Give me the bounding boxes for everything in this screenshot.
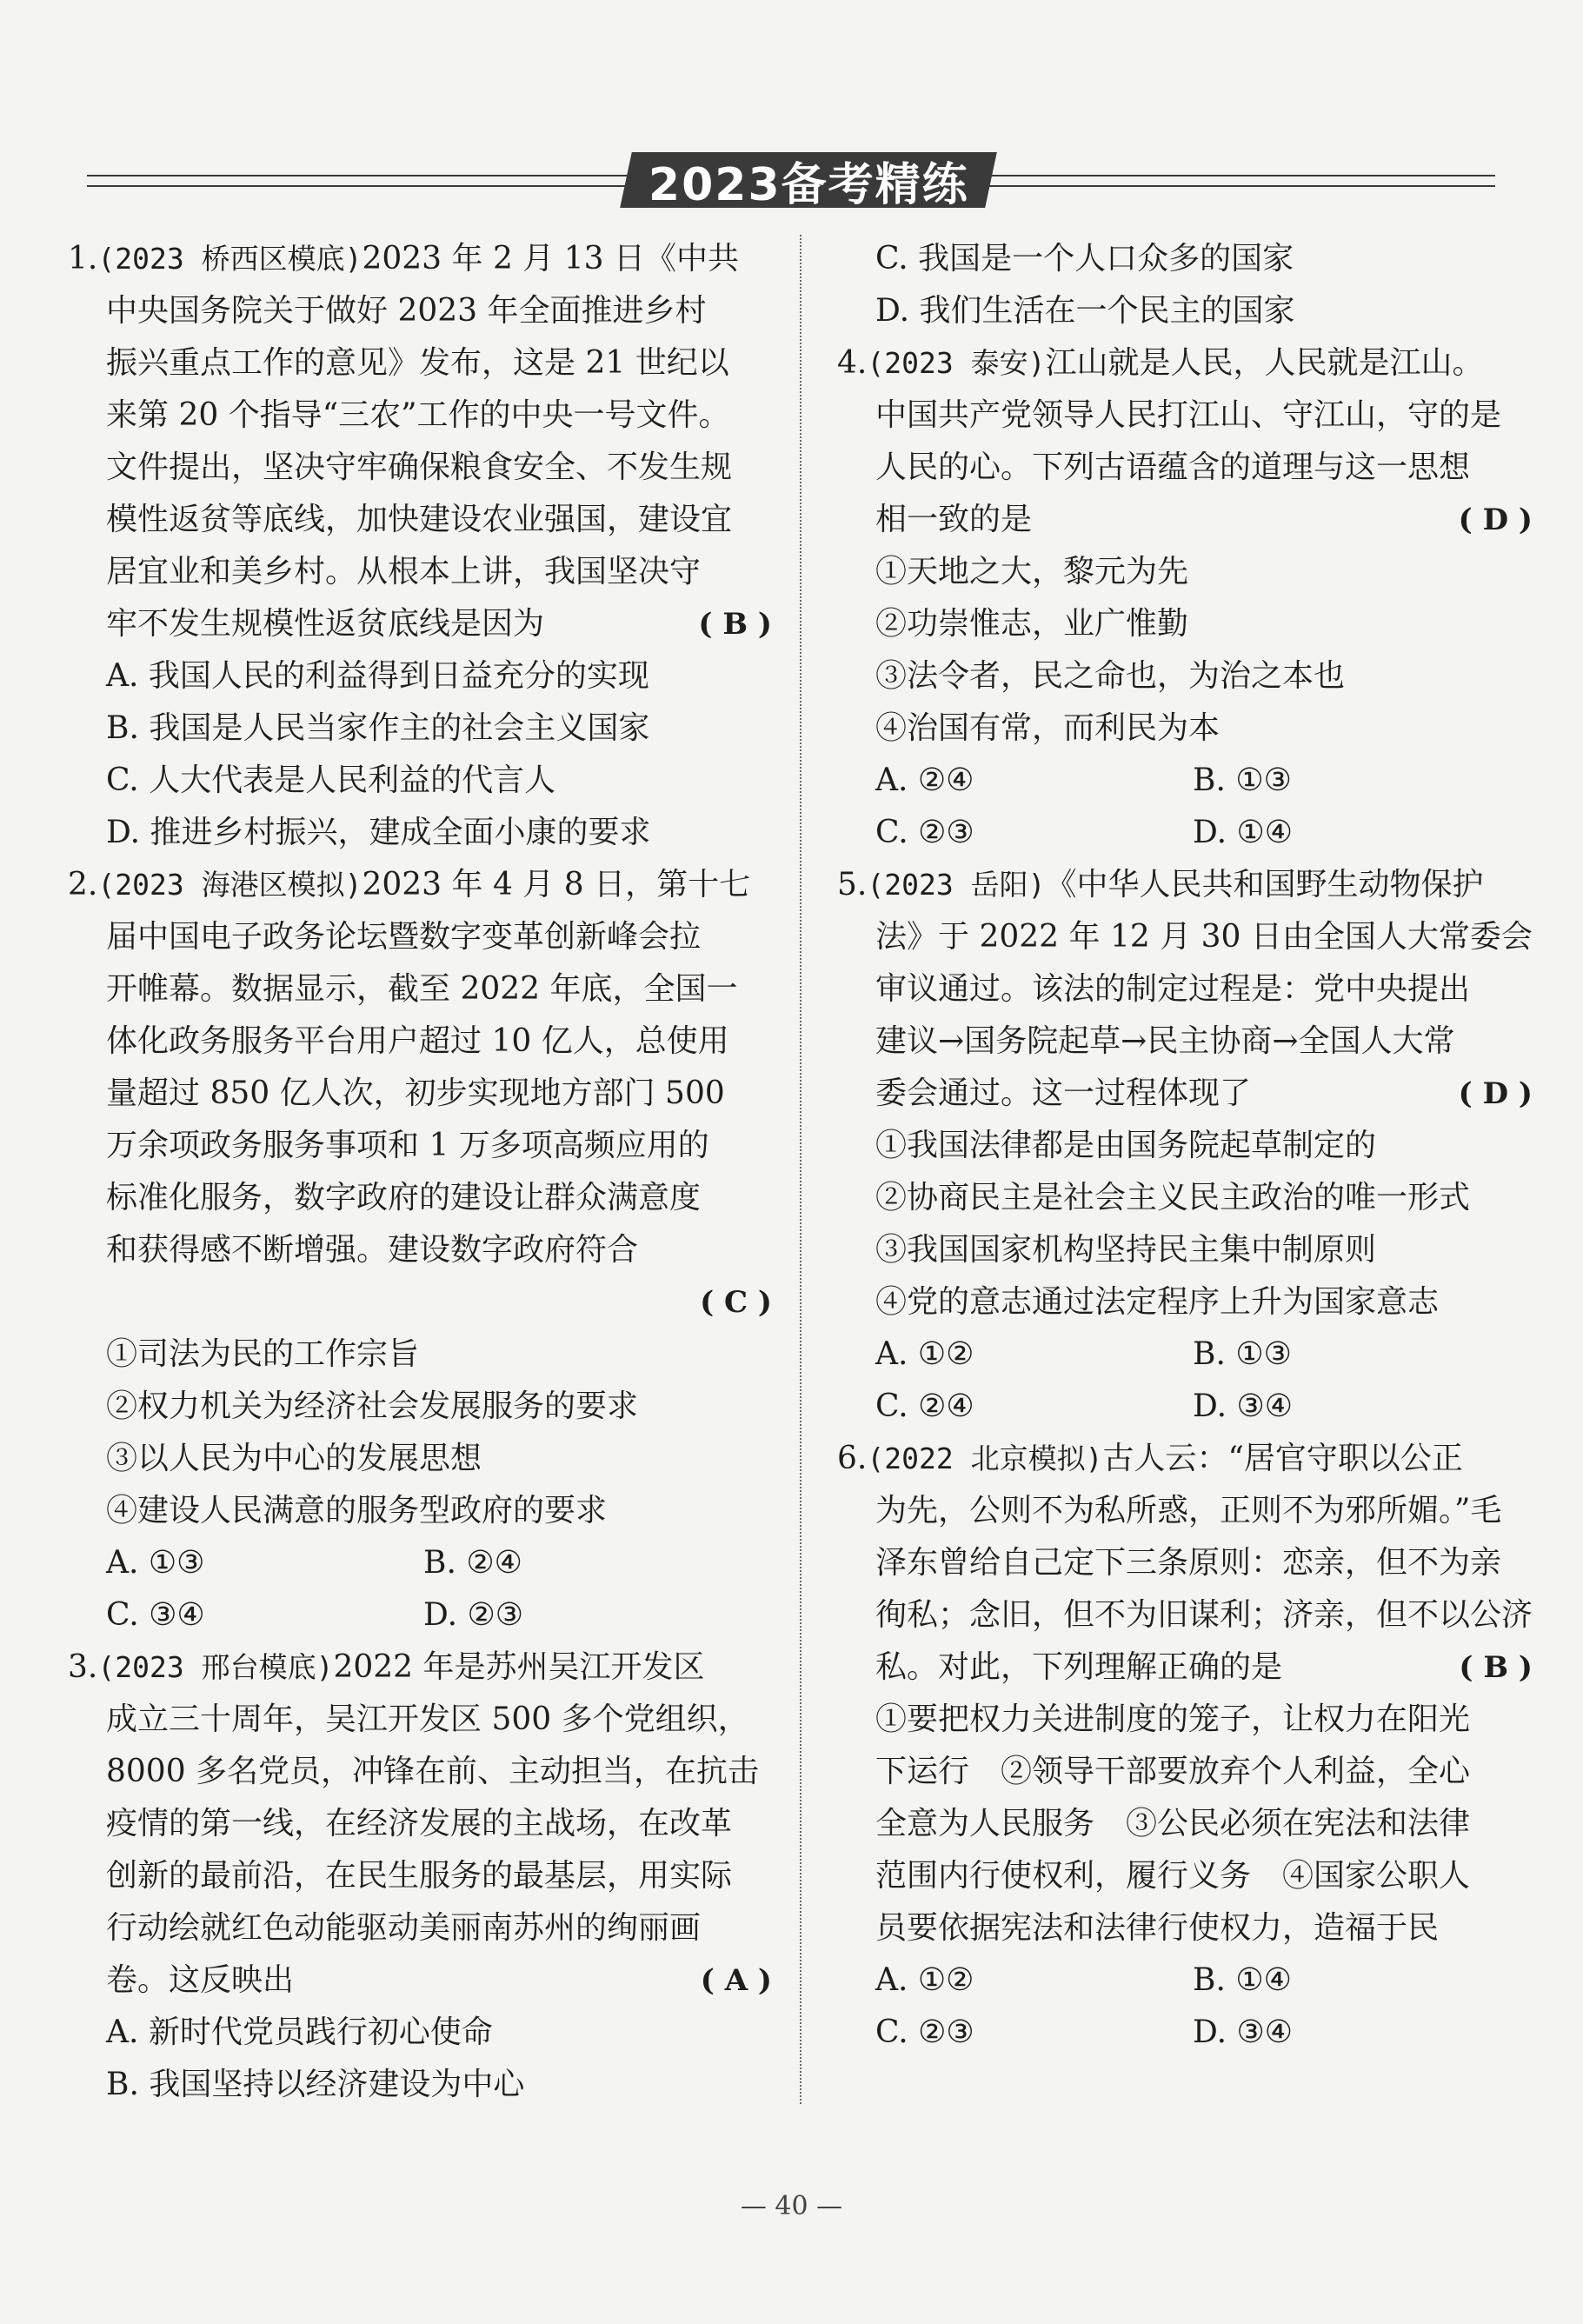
page-number: — 40 — [740,2191,843,2221]
question-text-line: 行动绘就红色动能驱动美丽南苏州的绚丽画 [106,1910,702,1946]
question-text: 委会通过。这一过程体现了 [875,1075,1252,1111]
choice-c: C. ②③ [875,815,974,850]
choice-d: D. ③④ [1193,1388,1294,1424]
question-text-line: 万余项政务服务事项和 1 万多项高频应用的 [106,1128,709,1163]
question-stem-line [837,1641,1533,1694]
question-3 [68,1641,772,2111]
question-number: 3. [68,1649,98,1685]
statement-line: 全意为人民服务 ③公民必须在宪法和法律 [875,1806,1471,1841]
choice-a: A. ②④ [875,762,974,798]
question-text: 私。对此，下列理解正确的是 [875,1649,1283,1685]
question-text-line: 法》于 2022 年 12 月 30 日由全国人大常委会 [875,919,1533,955]
option-line: D. 推进乡村振兴，建成全面小康的要求 [106,815,651,850]
question-4 [837,337,1533,859]
question-text-line: 居宜业和美乡村。从根本上讲，我国坚决守 [106,554,702,589]
question-text-line: 标准化服务，数字政府的建设让群众满意度 [106,1180,702,1215]
choice-c: C. ②④ [875,1388,974,1424]
left-column [68,233,772,2111]
question-number: 5. [837,867,868,902]
question-1 [68,233,772,859]
choice-row [837,1954,1533,2007]
answer-mark: ( C ) [700,1285,772,1320]
question-2-first-line [68,859,772,911]
choice-row [837,807,1533,859]
question-6-first-line [837,1433,1533,1485]
question-text-line: 文件提出，坚决守牢确保粮食安全、不发生规 [106,449,733,485]
column-divider [800,235,801,2104]
question-source: (2023 泰安) [867,346,1046,380]
question-number: 6. [837,1441,868,1476]
question-4-first-line [837,337,1533,390]
question-5 [837,859,1533,1433]
question-text-line: 人民的心。下列古语蕴含的道理与这一思想 [875,449,1471,485]
option-line: A. 我国人民的利益得到日益充分的实现 [106,658,649,694]
answer-mark: ( B ) [1459,1650,1533,1685]
choice-b: B. ①④ [1193,1962,1292,1998]
answer-mark: ( B ) [698,607,772,642]
question-stem-line [837,494,1533,546]
question-text: 卷。这反映出 [106,1962,295,1998]
question-2 [68,859,772,1641]
choice-d: D. ③④ [1193,2014,1294,2050]
question-text-line: 中央国务院关于做好 2023 年全面推进乡村 [106,293,707,329]
question-text-line: 建议→国务院起草→民主协商→全国人大常 [875,1023,1455,1059]
question-text: 牢不发生规模性返贫底线是因为 [106,606,545,642]
question-text-line: 成立三十周年，吴江开发区 500 多个党组织， [106,1701,749,1737]
question-text-line: 量超过 850 亿人次，初步实现地方部门 500 [106,1075,725,1111]
question-source: (2023 桥西区模底) [97,242,362,276]
option-line: C. 人大代表是人民利益的代言人 [106,762,556,798]
statement-line: ③以人民为中心的发展思想 [106,1441,482,1476]
option-line: C. 我国是一个人口众多的国家 [875,241,1294,276]
question-text-line: 疫情的第一线，在经济发展的主战场，在改革 [106,1806,733,1841]
question-text: 古人云：“居官守职以公正 [1102,1441,1463,1476]
question-text-line: 模性返贫等底线，加快建设农业强国，建设宜 [106,502,733,537]
question-text-line: 创新的最前沿，在民生服务的最基层，用实际 [106,1858,733,1894]
header-banner [620,152,997,211]
question-text-line: 中国共产党领导人民打江山、守江山，守的是 [875,397,1502,433]
option-line: B. 我国是人民当家作主的社会主义国家 [106,710,650,746]
question-3-first-line [68,1641,772,1694]
statement-line: ①司法为民的工作宗旨 [106,1336,420,1372]
statement-line: 范围内行使权利，履行义务 ④国家公职人 [875,1858,1471,1894]
statement-line: ①我国法律都是由国务院起草制定的 [875,1128,1377,1163]
choice-c: C. ③④ [106,1597,205,1633]
question-5-first-line [837,859,1533,911]
choice-row [68,1537,772,1589]
option-line: A. 新时代党员践行初心使命 [106,2014,493,2050]
choice-row [837,1381,1533,1433]
statement-line: ④党的意志通过法定程序上升为国家意志 [875,1284,1440,1320]
header-rule-left [87,175,635,187]
choice-b: B. ②④ [423,1545,522,1581]
statement-line: ①要把权力关进制度的笼子，让权力在阳光 [875,1701,1471,1737]
question-text: 2023 年 4 月 8 日，第十七 [362,867,751,902]
answer-mark: ( A ) [700,1963,772,1998]
question-text-line: 和获得感不断增强。建设数字政府符合 [106,1232,639,1268]
statement-line: 下运行 ②领导干部要放弃个人利益，全心 [875,1754,1471,1789]
question-text-line: 开帷幕。数据显示，截至 2022 年底，全国一 [106,971,738,1007]
question-source: (2023 岳阳) [867,868,1046,902]
statement-line: 员要依据宪法和法律行使权力，造福于民 [875,1910,1440,1946]
question-text: 相一致的是 [875,502,1033,537]
choice-b: B. ①③ [1193,762,1292,798]
question-stem-line [837,1068,1533,1120]
choice-row [68,1589,772,1641]
answer-mark: ( D ) [1458,1076,1533,1111]
question-text: 2023 年 2 月 13 日《中共 [362,241,739,276]
choice-d: D. ①④ [1193,815,1294,850]
question-text: 《中华人民共和国野生动物保护 [1045,867,1484,902]
question-text-line: 泽东曾给自己定下三条原则：恋亲，但不为亲 [875,1545,1502,1581]
section-header [87,152,1495,213]
question-text-line: 体化政务服务平台用户超过 10 亿人，总使用 [106,1023,729,1059]
question-stem-line [68,598,772,650]
choice-row [837,2007,1533,2059]
statement-line: ②协商民主是社会主义民主政治的唯一形式 [875,1180,1471,1215]
question-text-line: 为先，公则不为私所惑，正则不为邪所媚。”毛 [875,1493,1502,1528]
question-text-line: 徇私；念旧，但不为旧谋利；济亲，但不以公济 [875,1597,1533,1633]
statement-line: ④治国有常，而利民为本 [875,710,1221,746]
choice-row [837,755,1533,807]
choice-c: C. ②③ [875,2014,974,2050]
question-text-line: 来第 20 个指导“三农”工作的中央一号文件。 [106,397,730,433]
right-column [837,233,1533,2059]
statement-line: ③我国国家机构坚持民主集中制原则 [875,1232,1377,1268]
choice-d: D. ②③ [423,1597,524,1633]
option-line: D. 我们生活在一个民主的国家 [875,293,1295,329]
statement-line: ②权力机关为经济社会发展服务的要求 [106,1388,639,1424]
question-source: (2022 北京模拟) [867,1442,1103,1475]
statement-line: ②功崇惟志，业广惟勤 [875,606,1189,642]
question-text: 2022 年是苏州吴江开发区 [333,1649,705,1685]
question-text-line: 届中国电子政务论坛暨数字变革创新峰会拉 [106,919,702,955]
question-text-line: 审议通过。该法的制定过程是：党中央提出 [875,971,1471,1007]
statement-line: ③法令者，民之命也，为治之本也 [875,658,1346,694]
question-source: (2023 邢台模底) [97,1650,334,1684]
question-6 [837,1433,1533,2059]
statement-line: ④建设人民满意的服务型政府的要求 [106,1493,608,1528]
statement-line: ①天地之大，黎元为先 [875,554,1189,589]
choice-a: A. ①② [875,1336,974,1372]
choice-a: A. ①② [875,1962,974,1998]
question-text-line: 8000 多名党员，冲锋在前、主动担当，在抗击 [106,1754,760,1789]
question-number: 2. [68,867,98,902]
answer-mark: ( D ) [1458,503,1533,537]
question-text: 江山就是人民，人民就是江山。 [1045,345,1484,381]
question-source: (2023 海港区模拟) [97,868,362,902]
choice-row [837,1328,1533,1381]
question-number: 1. [68,241,98,276]
header-title: 2023备考精练 [648,158,969,211]
answer-line [68,1276,772,1328]
header-rule-right [982,175,1495,187]
question-text-line: 振兴重点工作的意见》发布，这是 21 世纪以 [106,345,729,381]
choice-b: B. ①③ [1193,1336,1292,1372]
option-line: B. 我国坚持以经济建设为中心 [106,2067,525,2102]
question-1-first-line [68,233,772,285]
choice-a: A. ①③ [106,1545,205,1581]
question-number: 4. [837,345,868,381]
question-stem-line [68,1954,772,2007]
